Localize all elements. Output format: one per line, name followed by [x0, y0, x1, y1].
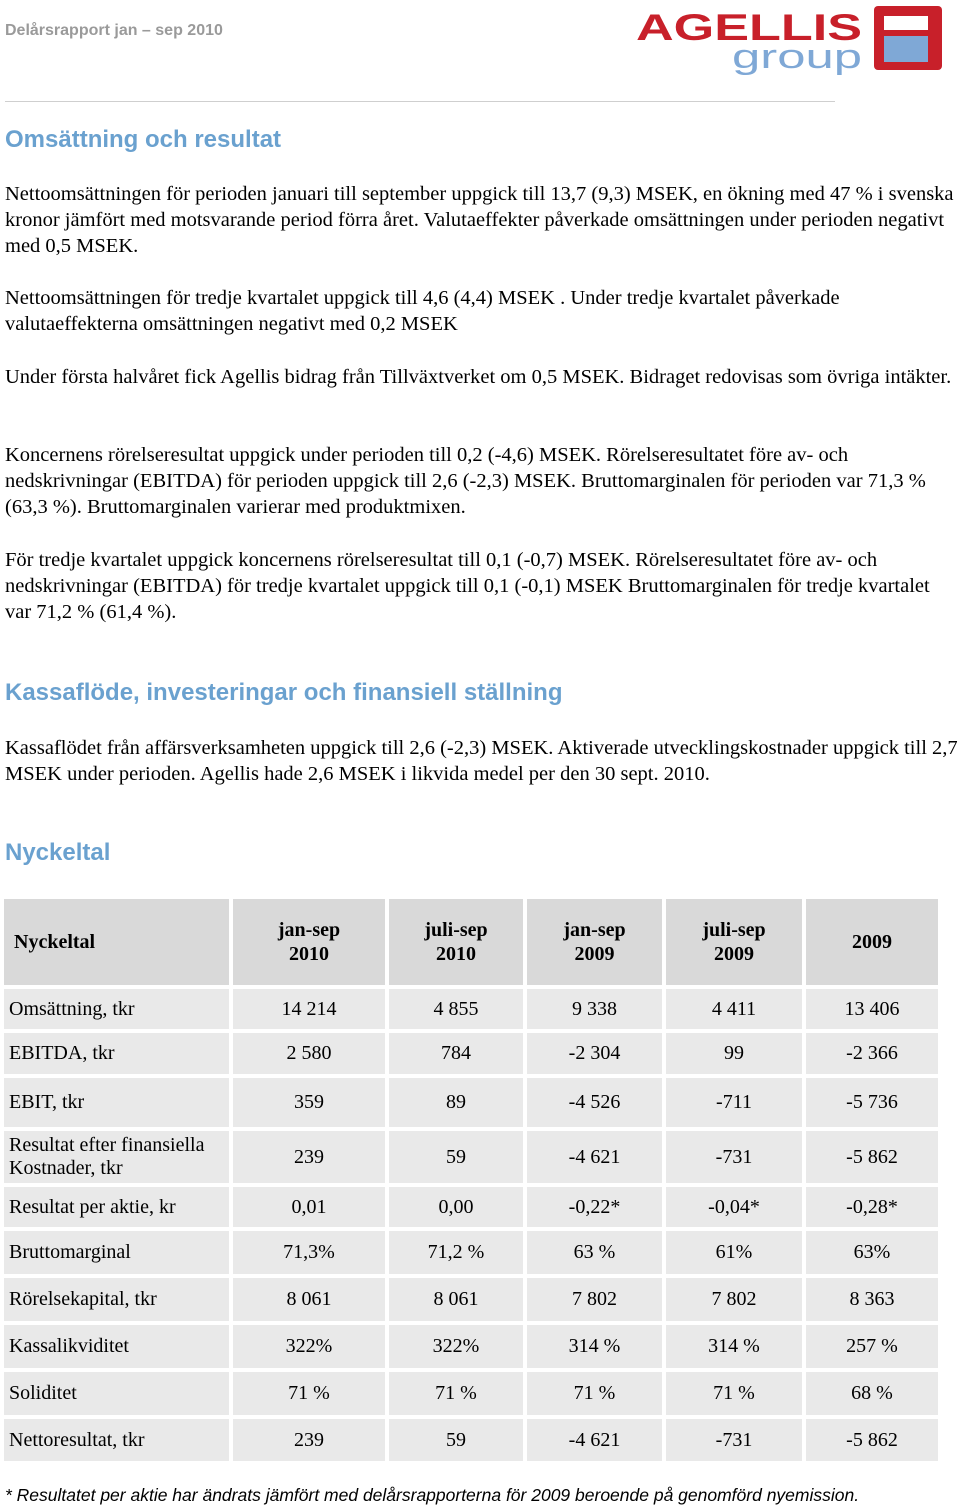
table-cell: 71 % [527, 1372, 662, 1415]
table-cell: 322% [233, 1325, 385, 1368]
table-cell: 239 [233, 1131, 385, 1183]
table-row [4, 1372, 938, 1415]
logo-word: AGELLIS [636, 7, 862, 48]
table-cell: 68 % [806, 1372, 938, 1415]
table-cell: 13 406 [806, 989, 938, 1029]
table-row [4, 1033, 938, 1074]
column-header: juli-sep 2010 [389, 899, 523, 985]
row-label: EBIT, tkr [4, 1078, 229, 1127]
header-rule [5, 101, 835, 102]
table-cell: 9 338 [527, 989, 662, 1029]
table-row [4, 1278, 938, 1321]
table-cell: 322% [389, 1325, 523, 1368]
table-cell: -731 [666, 1131, 802, 1183]
table-cell: 71,3% [233, 1231, 385, 1274]
row-label: Omsättning, tkr [4, 989, 229, 1029]
table-row [4, 1419, 938, 1461]
column-header: 2009 [806, 899, 938, 985]
table-cell: 71,2 % [389, 1231, 523, 1274]
column-header: jan-sep 2010 [233, 899, 385, 985]
table-cell: 63 % [527, 1231, 662, 1274]
logo-mark-icon [874, 6, 942, 70]
table-cell: 89 [389, 1078, 523, 1127]
report-title: Delårsrapport jan – sep 2010 [5, 22, 223, 39]
table-cell: -4 621 [527, 1419, 662, 1461]
row-label: Nettoresultat, tkr [4, 1419, 229, 1461]
table-cell: 7 802 [666, 1278, 802, 1321]
table-cell: -5 862 [806, 1131, 938, 1183]
row-label: Resultat efter finansiella Kostnader, tkr [4, 1131, 229, 1183]
table-row [4, 1325, 938, 1368]
table-cell: 8 061 [389, 1278, 523, 1321]
table-cell: 71 % [666, 1372, 802, 1415]
table-cell: 61% [666, 1231, 802, 1274]
table-row [4, 1131, 938, 1183]
table-header-row [4, 899, 938, 985]
section-heading-kassaflode: Kassaflöde, investeringar och finansiell ställning [5, 679, 563, 706]
row-label: Resultat per aktie, kr [4, 1187, 229, 1227]
row-label: Soliditet [4, 1372, 229, 1415]
table-cell: -711 [666, 1078, 802, 1127]
table-cell: 2 580 [233, 1033, 385, 1074]
table-cell: -0,04* [666, 1187, 802, 1227]
row-label: EBITDA, tkr [4, 1033, 229, 1074]
table-cell: 7 802 [527, 1278, 662, 1321]
table-cell: 8 363 [806, 1278, 938, 1321]
table-row [4, 989, 938, 1029]
section-heading-omsattning: Omsättning och resultat [5, 126, 282, 153]
paragraph: Nettoomsättningen för tredje kvartalet uppgick till 4,6 (4,4) MSEK . Under tredje kvartalet påverkade valutaeffekterna omsättningen negativt med 0,2 MSEK [5, 287, 840, 336]
table-cell: 0,01 [233, 1187, 385, 1227]
table-cell: 314 % [666, 1325, 802, 1368]
table-cell: -731 [666, 1419, 802, 1461]
table-cell: -4 526 [527, 1078, 662, 1127]
paragraph: Koncernens rörelseresultat uppgick under perioden till 0,2 (-4,6) MSEK. Rörelseresultatet före av- och nedskrivningar (EBITDA) för perioden uppgick till 2,6 (-2,3) MSEK. Bruttomarginalen för perioden var 71,3 % (63,3 %). Bruttomarginalen varierar med produktmixen. [5, 444, 926, 519]
paragraph: Nettoomsättningen för perioden januari till september uppgick till 13,7 (9,3) MSEK, en ökning med 47 % i svenska kronor jämfört med motsvarande period förra året. Valutaeffekter påverkade omsättningen under perioden negativt med 0,5 MSEK. [5, 183, 954, 258]
paragraph: Under första halvåret fick Agellis bidrag från Tillväxtverket om 0,5 MSEK. Bidraget redovisas som övriga intäkter. [5, 366, 952, 388]
nyckeltal-table [0, 895, 942, 1465]
table-cell: 59 [389, 1419, 523, 1461]
table-row [4, 1231, 938, 1274]
table-cell: 71 % [233, 1372, 385, 1415]
table-cell: 8 061 [233, 1278, 385, 1321]
table-cell: 14 214 [233, 989, 385, 1029]
column-header: Nyckeltal [4, 899, 229, 985]
table-cell: 314 % [527, 1325, 662, 1368]
agellis-group-logo [636, 2, 946, 82]
table-cell: 784 [389, 1033, 523, 1074]
table-cell: -0,22* [527, 1187, 662, 1227]
table-cell: 63% [806, 1231, 938, 1274]
table-cell: 239 [233, 1419, 385, 1461]
table-cell: 359 [233, 1078, 385, 1127]
table-cell: -5 862 [806, 1419, 938, 1461]
column-header: juli-sep 2009 [666, 899, 802, 985]
row-label: Rörelsekapital, tkr [4, 1278, 229, 1321]
table-row [4, 1078, 938, 1127]
table-cell: 0,00 [389, 1187, 523, 1227]
section-heading-nyckeltal: Nyckeltal [5, 839, 111, 866]
row-label: Bruttomarginal [4, 1231, 229, 1274]
table-cell: 4 411 [666, 989, 802, 1029]
table-cell: 59 [389, 1131, 523, 1183]
paragraph: Kassaflödet från affärsverksamheten uppgick till 2,6 (-2,3) MSEK. Aktiverade utvecklingskostnader uppgick till 2,7 MSEK under perioden. Agellis hade 2,6 MSEK i likvida medel per den 30 sept. 2010. [5, 737, 958, 786]
table-cell: 99 [666, 1033, 802, 1074]
table-cell: 257 % [806, 1325, 938, 1368]
logo-sub: group [732, 38, 862, 76]
table-cell: -2 304 [527, 1033, 662, 1074]
column-header: jan-sep 2009 [527, 899, 662, 985]
table-cell: -5 736 [806, 1078, 938, 1127]
table-cell: -4 621 [527, 1131, 662, 1183]
table-cell: -2 366 [806, 1033, 938, 1074]
table-row [4, 1187, 938, 1227]
row-label: Kassalikviditet [4, 1325, 229, 1368]
table-cell: 4 855 [389, 989, 523, 1029]
table-cell: 71 % [389, 1372, 523, 1415]
table-cell: -0,28* [806, 1187, 938, 1227]
footnote: * Resultatet per aktie har ändrats jämfört med delårsrapporterna för 2009 beroende på genomförd nyemission. [5, 1485, 860, 1505]
paragraph: För tredje kvartalet uppgick koncernens rörelseresultat till 0,1 (-0,7) MSEK. Rörelseresultatet före av- och nedskrivningar (EBITDA) för tredje kvartalet uppgick till 0,1 (-0,1) MSEK Bruttomarginalen för tredje kvartalet var 71,2 % (61,4 %). [5, 549, 930, 624]
